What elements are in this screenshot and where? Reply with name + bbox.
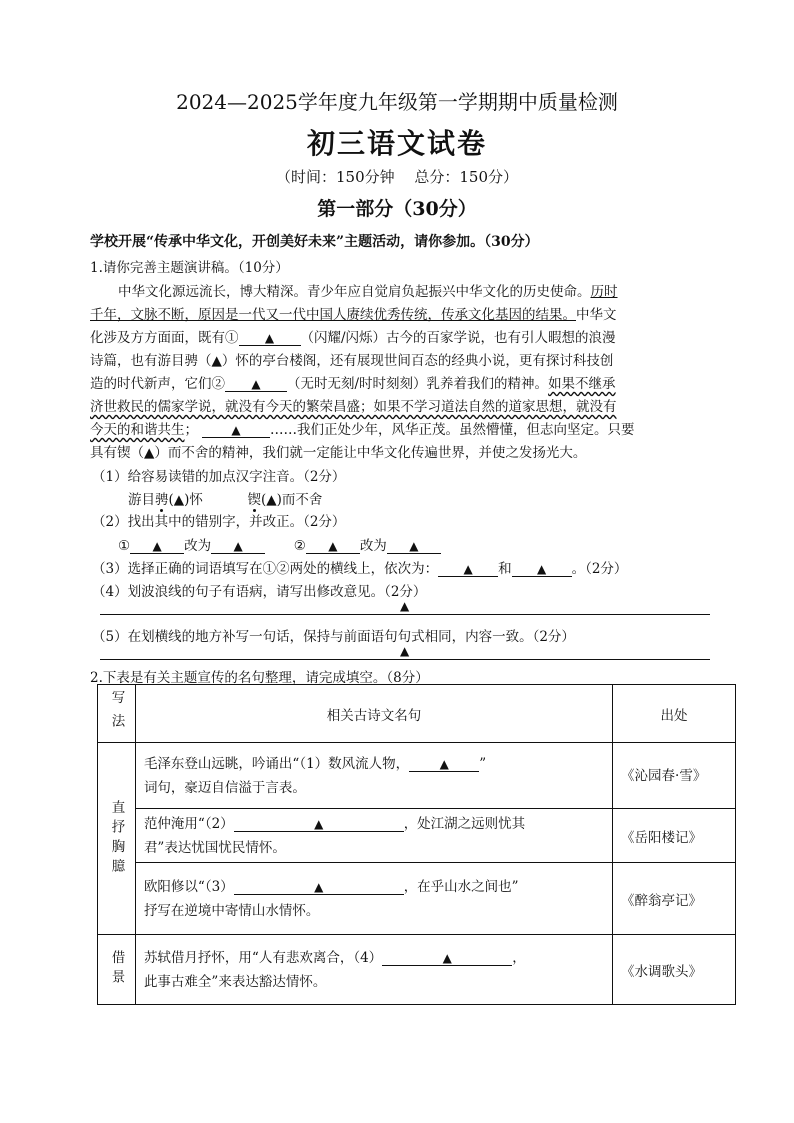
text: 。（2分） [571,561,628,577]
text: ” [479,755,487,772]
header-cell: 相关古诗文名句 [135,685,612,743]
answer-blank[interactable] [234,880,404,895]
quotes-table [97,684,736,1005]
q1-sub4: （4）划波浪线的句子有语病，请写出修改意见。（2分） [92,584,427,600]
triangle-icon: ▲ [328,539,338,553]
answer-blank-1[interactable] [239,331,301,346]
text: ① [118,538,131,554]
triangle-icon: ▲ [314,879,324,894]
quote-cell [135,935,612,1005]
answer-blank[interactable] [438,562,498,577]
q1-para-line-3 [90,326,616,346]
text: 中华文化源远流长，博大精深。青少年应自觉肩负起振兴中华文化的历史使命。 [118,284,591,300]
text: ， [512,949,526,966]
triangle-icon: ▲ [439,756,449,771]
text: 范仲淹用“（2） [143,815,234,832]
activity-intro: 学校开展“传承中华文化，开创美好未来”主题活动，请你参加。（30分） [90,234,539,250]
text: ； [184,422,198,438]
quote-cell [135,809,612,863]
table-row [98,935,736,1005]
dotted-char: 锲 [247,492,262,508]
quote-cell [135,863,612,935]
underlined-text: 历时 [590,284,618,300]
table-row [98,863,736,935]
answer-line-4[interactable] [100,614,710,615]
text: 词句，豪迈自信溢于言表。 [143,779,306,796]
text: 此事古难全”来表达豁达情怀。 [143,973,327,990]
part-heading: 第一部分（30分） [317,198,477,220]
answer-blank-2[interactable] [225,377,287,392]
quote-cell [135,743,612,809]
q1-para-line-6: 济世救民的儒家学说，就没有今天的繁荣昌盛；如果不学习道法自然的道家思想，就没有 [90,399,617,415]
text: 游目 [128,492,155,508]
text: 欧阳修以“（3） [143,878,234,895]
dotted-char: 骋 [155,492,169,508]
table-row [98,809,736,863]
answer-blank[interactable] [306,539,360,554]
q1-para-line-2 [90,303,617,323]
table-row [98,743,736,809]
q1-sub2: （2）找出其中的错别字，并改正。（2分） [92,514,346,530]
triangle-icon: ▲ [231,423,241,437]
answer-blank[interactable] [512,562,572,577]
text: 抒写在逆境中寄情山水情怀。 [143,902,320,919]
answer-blank[interactable] [130,539,184,554]
triangle-icon: ▲ [152,539,162,553]
q1-para-line-7 [90,418,635,438]
page-title: 初三语文试卷 [306,127,487,160]
q1-para-line-4: 诗篇，也有游目骋（▲）怀的亭台楼阁，还有展现世间百态的经典小说，更有探讨科技创 [90,353,614,369]
text: (▲)怀 [168,492,203,508]
header-cell: 写法 [98,685,136,743]
text: 改为 [184,538,212,554]
text: 改为 [359,538,387,554]
triangle-icon: ▲ [400,599,410,613]
triangle-icon: ▲ [442,950,452,965]
text: （无时无刻/时时刻刻）乳养着我们的精神。 [287,376,549,392]
category-cell: 直抒胸臆 [98,743,136,935]
text: 和 [498,561,512,577]
text: 化涉及方方面面，既有① [90,330,239,346]
answer-blank[interactable] [387,539,441,554]
triangle-icon: ▲ [536,562,547,576]
q1-sub3 [92,557,627,577]
time-total: （时间：150分钟 总分：150分） [275,168,519,186]
triangle-icon: ▲ [251,377,261,391]
q1-para-line-5 [90,372,616,392]
q1-sub5: （5）在划横线的地方补写一句话，保持与前面语句句式相同，内容一致。（2分） [92,629,575,645]
underlined-text: 千年，文脉不断，原因是一代又一代中国人赓续优秀传统，传承文化基因的结果。 [90,307,576,323]
text: （闪耀/闪烁）古今的百家学说，也有引人暇想的浪漫 [300,330,616,346]
answer-blank[interactable] [409,757,479,772]
wavy-text: 如果不继承 [548,376,616,392]
wavy-text: 今天的和谐共生 [90,422,185,438]
category-cell: 借景 [98,935,136,1005]
q1-stem: 1.请你完善主题演讲稿。（10分） [90,260,289,276]
source-cell: 《岳阳楼记》 [613,809,736,863]
text: ② [293,538,306,554]
text: 君”表达忧国忧民情怀。 [143,839,286,856]
triangle-icon: ▲ [409,539,419,553]
q1-para-line-1 [118,280,618,300]
text: (▲)而不舍 [261,492,323,508]
q2-stem: 2.下表是有关主题宣传的名句整理，请完成填空。（8分） [90,670,429,686]
triangle-icon: ▲ [233,539,243,553]
answer-blank-3[interactable] [202,423,270,438]
q1-sub1: （1）给容易读错的加点汉字注音。（2分） [92,469,346,485]
answer-blank[interactable] [234,817,404,832]
triangle-icon: ▲ [463,562,473,576]
answer-blank[interactable] [211,539,265,554]
q1-sub1-words [128,488,322,508]
header-cell: 出处 [613,685,736,743]
text: 造的时代新声，它们② [90,376,225,392]
answer-line-5[interactable] [100,659,710,660]
answer-blank[interactable] [382,951,512,966]
triangle-icon: ▲ [314,816,324,831]
text: ，在乎山水之间也” [403,878,519,895]
text: 中华文 [576,307,617,323]
triangle-icon: ▲ [264,331,275,345]
source-cell: 《水调歌头》 [613,935,736,1005]
source-cell: 《醉翁亭记》 [613,863,736,935]
q1-para-line-8: 具有锲（▲）而不舍的精神，我们就一定能让中华文化传遍世界，并使之发扬光大。 [90,445,587,461]
q1-sub2-answers [118,534,441,554]
source-cell: 《沁园春·雪》 [613,743,736,809]
text: 毛泽东登山远眺，吟诵出“（1）数风流人物， [143,755,410,772]
text: （3）选择正确的词语填写在①②两处的横线上，依次为： [92,561,439,577]
table-header-row [98,685,736,743]
text: 苏轼借月抒怀，用“人有悲欢离合，（4） [143,949,383,966]
triangle-icon: ▲ [400,644,410,658]
exam-line: 2024—2025学年度九年级第一学期期中质量检测 [176,90,618,114]
text: ，处江湖之远则忧其 [403,815,526,832]
text: ……我们正处少年，风华正茂。虽然懵懂，但志向坚定。只要 [270,422,635,438]
